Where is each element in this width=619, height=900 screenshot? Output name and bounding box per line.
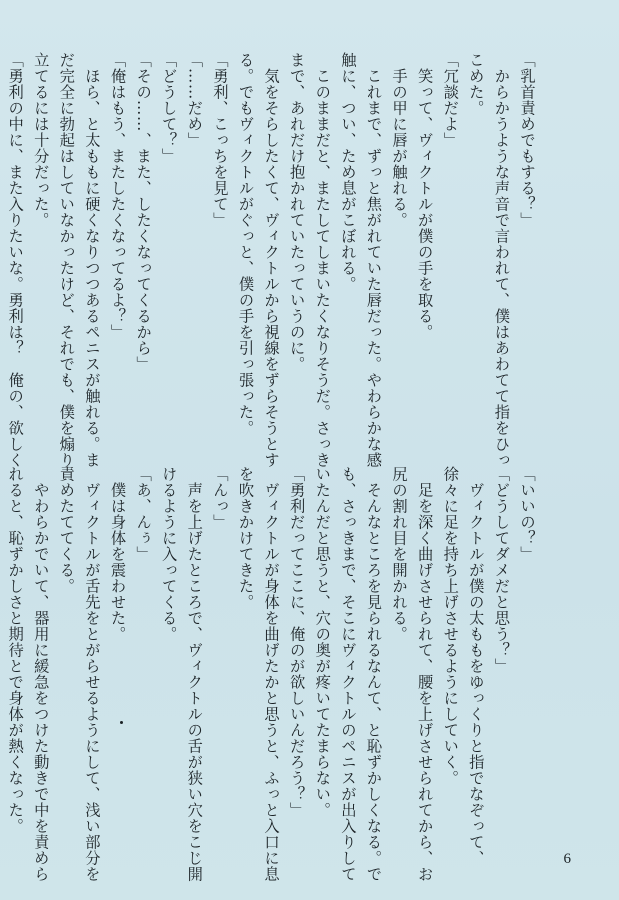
bottom-text-block: [0, 466, 539, 882]
text-line: 「いいの？」: [518, 466, 536, 562]
text-line: 立てるには十分だった。: [31, 52, 50, 228]
text-line: ヴィクトルが僕の太ももをゆっくりと指でなぞって、: [466, 466, 485, 866]
text-line: からかうような声音で言われて、僕はあわてて指をひっ: [492, 52, 511, 468]
text-line: 触に、つい、ため息がこぼれる。: [338, 52, 357, 292]
text-line: 手の甲に唇が触れる。: [390, 52, 409, 228]
text-line: 「……だめ」: [185, 52, 204, 148]
text-line: いたんだと思うと、穴の奥が疼いてたまらない。: [313, 466, 332, 818]
text-line: 気をそらしたくて、ヴィクトルから視線をずらそうとす: [262, 52, 281, 468]
text-line: も、さっきまで、そこにヴィクトルのペニスが出入りして: [338, 466, 357, 882]
text-line: 「勇利だってここに、俺のが欲しいんだろう？」: [287, 466, 306, 818]
text-line: 徐々に足を持ち上げさせるようにしていく。: [441, 466, 460, 786]
text-line: これまで、ずっと焦がれていた唇だった。やわらかな感: [364, 52, 383, 468]
text-line: 「俺はもう、またしたくなってるよ？」: [108, 52, 127, 340]
text-line: このままだと、またしてしまいたくなりそうだ。さっき: [313, 52, 332, 468]
text-line: 「んっ」: [210, 466, 229, 530]
text-line: を吹きかけてきた。: [236, 466, 255, 610]
text-line: 笑って、ヴィクトルが僕の手を取る。: [415, 52, 434, 340]
text-line: 責めたててくる。: [57, 466, 76, 594]
text-line: る。でもヴィクトルがぐっと、僕の手を引っ張った。: [236, 52, 255, 436]
text-line: 「どうしてダメだと思う？」: [492, 466, 511, 674]
text-line: 僕は身体を震わせた。: [108, 466, 127, 642]
text-line: 声を上げたところで、ヴィクトルの舌が狭い穴をこじ開: [185, 466, 204, 882]
text-line: けるように入ってくる。: [159, 466, 178, 642]
text-line: 「どうして？」: [159, 52, 178, 164]
text-line: そんなところを見られるなんて、と恥ずかしくなる。で: [364, 466, 383, 882]
text-line: 「その……、また、したくなってくるから」: [134, 52, 153, 372]
text-line: 「勇利の中に、また入りたいな。勇利は？ 俺の、欲しく: [6, 52, 25, 468]
text-line: れると、恥ずかしさと期待とで身体が熱くなった。: [6, 466, 25, 834]
text-line: こめた。: [466, 52, 485, 116]
text-line: 足を深く曲げさせられて、腰を上げさせられてから、お: [415, 466, 434, 882]
text-line: ヴィクトルが舌先をとがらせるようにして、浅い部分を: [82, 466, 101, 882]
text-line: 「乳首責めでもする？」: [518, 52, 536, 228]
text-line: やわらかでいて、器用に緩急をつけた動きで中を責めら: [31, 466, 50, 882]
top-text-block: [0, 52, 539, 468]
text-line: 尻の割れ目を開かれる。: [390, 466, 409, 642]
page-number: 6: [563, 851, 571, 867]
text-line: ヴィクトルが身体を曲げたかと思うと、ふっと入口に息: [262, 466, 281, 882]
ink-speck: [120, 721, 123, 724]
text-line: 「勇利、こっちを見て」: [210, 52, 229, 228]
text-line: 「冗談だよ」: [441, 52, 460, 148]
text-line: 「あ、んぅ」: [134, 466, 153, 562]
text-line: まで、あれだけ抱かれていたっていうのに。: [287, 52, 306, 372]
text-line: だ完全に勃起はしていなかったけど、それでも、僕を煽り: [57, 52, 76, 468]
text-line: ほら、と太ももに硬くなりつつあるペニスが触れる。ま: [82, 52, 101, 468]
